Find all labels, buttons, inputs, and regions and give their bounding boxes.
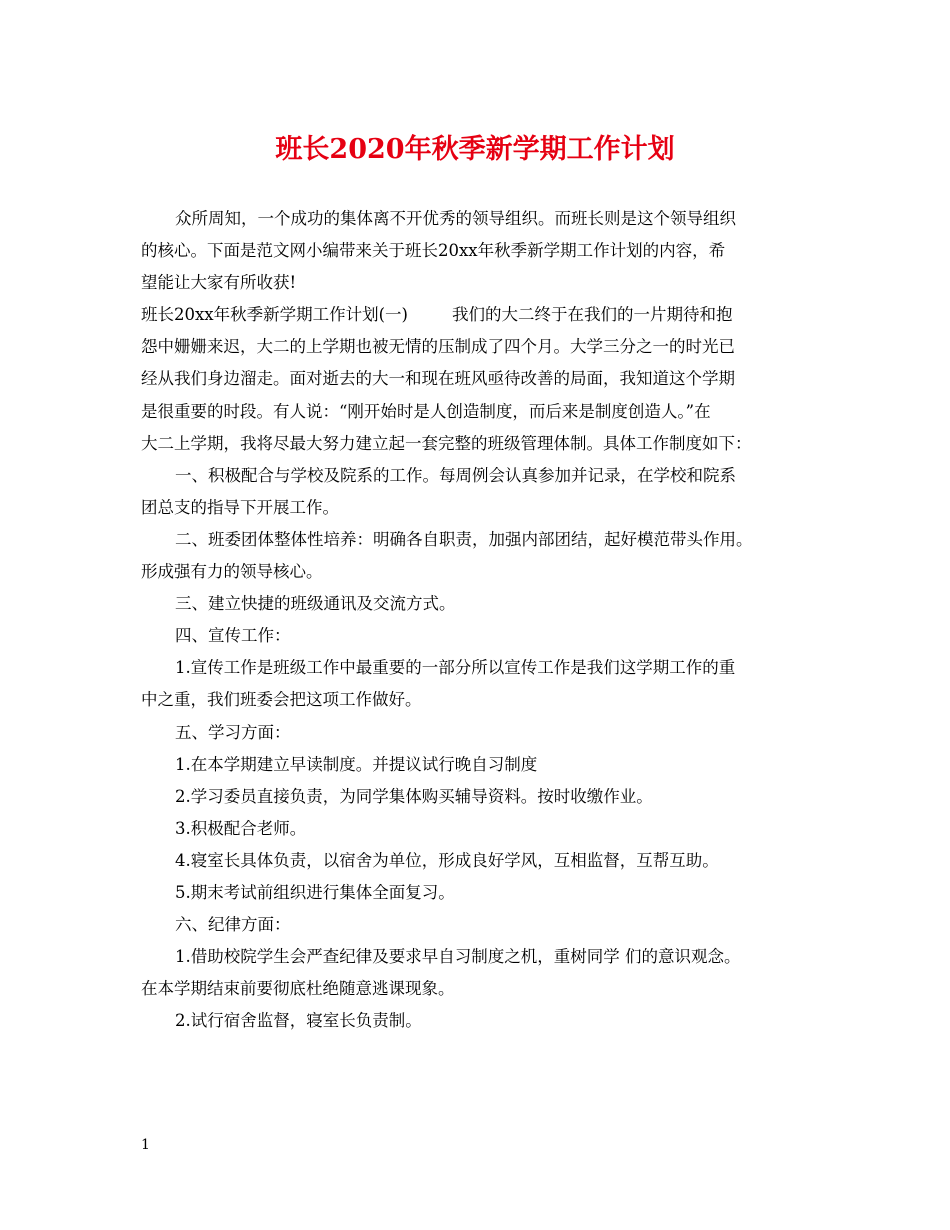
line-text: 1.在本学期建立早读制度。并提议试行晚自习制度	[175, 754, 538, 774]
paragraph-line	[141, 620, 813, 652]
paragraph-line	[141, 524, 813, 556]
paragraph-line	[141, 973, 813, 1005]
line-text: 1.借助校院学生会严查纪律及要求早自习制度之机，重树同学 们的意识观念。	[175, 947, 741, 967]
line-text: 三、建立快捷的班级通讯及交流方式。	[175, 594, 456, 614]
line-text: 怨中姗姗来迟，大二的上学期也被无情的压制成了四个月。大学三分之一的时光已	[141, 337, 735, 357]
line-text: 六、纪律方面：	[175, 915, 291, 935]
document-title: 班长2020年秋季新学期工作计划	[275, 134, 675, 165]
paragraph-line	[141, 203, 813, 235]
paragraph-line	[141, 909, 813, 941]
line-text: 2.学习委员直接负责，为同学集体购买辅导资料。按时收缴作业。	[175, 786, 653, 806]
line-text: 4.寝室长具体负责，以宿舍为单位，形成良好学风，互相监督，互帮互助。	[175, 850, 719, 870]
line-text: 形成强有力的领导核心。	[141, 562, 323, 582]
paragraph-line	[141, 717, 813, 749]
paragraph-line	[141, 396, 813, 428]
paragraph-line	[141, 845, 813, 877]
line-text: 1.宣传工作是班级工作中最重要的一部分所以宣传工作是我们这学期工作的重	[175, 658, 736, 678]
line-text: 团总支的指导下开展工作。	[141, 497, 339, 517]
paragraph-line	[141, 492, 813, 524]
paragraph-line	[141, 331, 813, 363]
line-text: 众所周知，一个成功的集体离不开优秀的领导组织。而班长则是这个领导组织	[175, 209, 736, 228]
line-text: 四、宣传工作：	[175, 626, 291, 646]
line-text: 5.期末考试前组织进行集体全面复习。	[175, 882, 455, 902]
paragraph-line	[141, 813, 813, 845]
paragraph-line	[141, 460, 813, 492]
line-text: 五、学习方面：	[175, 722, 291, 742]
line-text-continued: 我们的大二终于在我们的一片期待和抱	[451, 305, 733, 325]
line-text: 3.积极配合老师。	[175, 818, 307, 838]
line-text: 在本学期结束前要彻底杜绝随意逃课现象。	[141, 979, 455, 999]
paragraph-line	[141, 299, 813, 331]
line-text: 望能让大家有所收获!	[141, 273, 297, 293]
line-text: 中之重，我们班委会把这项工作做好。	[141, 690, 422, 710]
paragraph-line	[141, 235, 813, 267]
paragraph-line	[141, 556, 813, 588]
paragraph-line	[141, 588, 813, 620]
paragraph-line	[141, 652, 813, 684]
line-text: 是很重要的时段。有人说：“刚开始时是人创造制度，而后来是制度创造人。”在	[141, 401, 711, 421]
line-text: 大二上学期，我将尽最大努力建立起一套完整的班级管理体制。具体工作制度如下：	[141, 433, 752, 453]
paragraph-line	[141, 684, 813, 716]
paragraph-line	[141, 363, 813, 395]
paragraph-line	[141, 877, 813, 909]
line-text: 班长20xx年秋季新学期工作计划(一)	[141, 305, 408, 325]
line-text: 二、班委团体整体性培养：明确各自职责，加强内部团结，起好模范带头作用。	[175, 529, 753, 549]
line-text: 2.试行宿舍监督，寝室长负责制。	[175, 1011, 422, 1031]
paragraph-line	[141, 1005, 813, 1037]
paragraph-line	[141, 749, 813, 781]
line-text: 一、积极配合与学校及院系的工作。每周例会认真参加并记录，在学校和院系	[175, 465, 736, 485]
paragraph-line	[141, 267, 813, 299]
line-text: 经从我们身边溜走。面对逝去的大一和现在班风亟待改善的局面，我知道这个学期	[141, 369, 735, 389]
paragraph-line	[141, 941, 813, 973]
page-number: 1	[141, 1137, 150, 1153]
line-text: 的核心。下面是范文网小编带来关于班长20xx年秋季新学期工作计划的内容，希	[141, 241, 726, 261]
paragraph-line	[141, 781, 813, 813]
document-body	[141, 203, 813, 1037]
paragraph-line	[141, 428, 813, 460]
